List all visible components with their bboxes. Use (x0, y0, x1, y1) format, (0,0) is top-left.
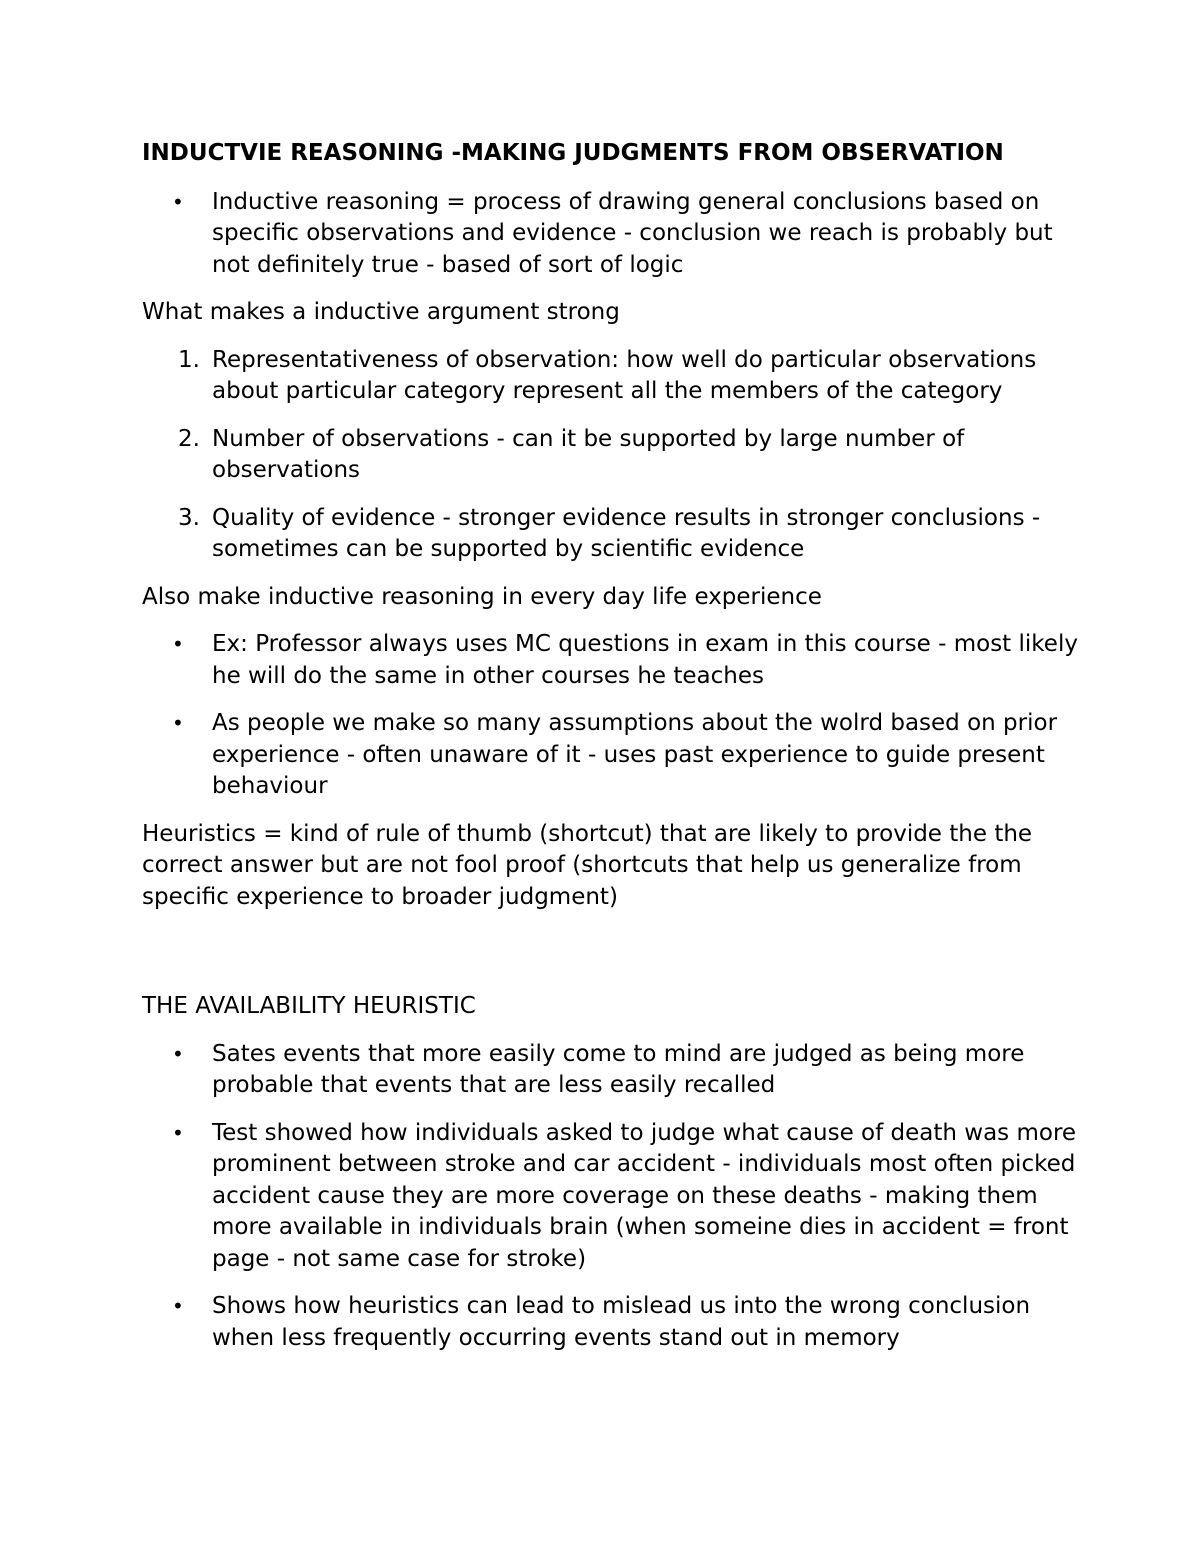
list-item (142, 345, 1082, 408)
bullet-marker: • (172, 632, 184, 656)
list-item-text: Ex: Professor always uses MC questions in exam in this course - most likely he will do the same in other courses he teaches (212, 631, 1078, 689)
availability-bullet-list (142, 1039, 1082, 1355)
list-item (142, 424, 1082, 487)
document-title: INDUCTVIE REASONING -MAKING JUDGMENTS FROM OBSERVATION (142, 140, 1004, 166)
list-item (142, 629, 1082, 692)
list-item (142, 1118, 1082, 1276)
bullet-marker: • (172, 1041, 184, 1066)
everyday-bullet-list (142, 629, 1082, 803)
list-item-text: Representativeness of observation: how well do particular observations about particular category represent all the members of the category (212, 346, 1037, 404)
list-number: 2. (178, 425, 200, 452)
list-item-text: Shows how heuristics can lead to mislead us into the wrong conclusion when less frequently occurring events stand out in memory (212, 1293, 1031, 1351)
document-page (142, 138, 1082, 1370)
heuristics-paragraph: Heuristics = kind of rule of thumb (shortcut) that are likely to provide the the correct answer but are not fool proof (shortcuts that help us generalize from specific experience to broader judgment) (142, 820, 1033, 910)
section-heading-strong-argument: What makes a inductive argument strong (142, 299, 620, 325)
list-item-text: Number of observations - can it be supported by large number of observations (212, 425, 965, 483)
list-item (142, 1039, 1082, 1102)
bullet-marker: • (172, 711, 184, 735)
bullet-marker: • (172, 189, 184, 214)
section-heading-availability: THE AVAILABILITY HEURISTIC (142, 993, 476, 1019)
list-item (142, 708, 1082, 803)
list-item-text: As people we make so many assumptions about the wolrd based on prior experience - often unaware of it - uses past experience to guide present behaviour (212, 710, 1058, 799)
list-number: 3. (178, 504, 200, 531)
list-item-text: Test showed how individuals asked to judge what cause of death was more prominent between stroke and car accident - individuals most often picked accident cause they are more coverage on these deaths - making them more available in individuals brain (when someine dies in accident = front page - not same case for stroke) (212, 1119, 1077, 1272)
bullet-marker: • (172, 1294, 184, 1318)
bullet-marker: • (172, 1120, 184, 1145)
blank-line-spacer (142, 929, 1082, 991)
list-item (142, 1291, 1082, 1354)
section-heading-everyday: Also make inductive reasoning in every day life experience (142, 583, 822, 610)
list-item-text: Sates events that more easily come to mind are judged as being more probable that events that are less easily recalled (212, 1040, 1025, 1098)
intro-bullet-list (142, 187, 1082, 282)
strong-argument-numbered-list (142, 345, 1082, 566)
list-item (142, 187, 1082, 282)
list-item-text: Quality of evidence - stronger evidence results in stronger conclusions - sometimes can be supported by scientific evidence (212, 504, 1041, 562)
list-item-text: Inductive reasoning = process of drawing general conclusions based on specific observations and evidence - conclusion we reach is probably but not definitely true - based of sort of logic (212, 188, 1053, 278)
list-item (142, 503, 1082, 566)
list-number: 1. (178, 346, 200, 373)
